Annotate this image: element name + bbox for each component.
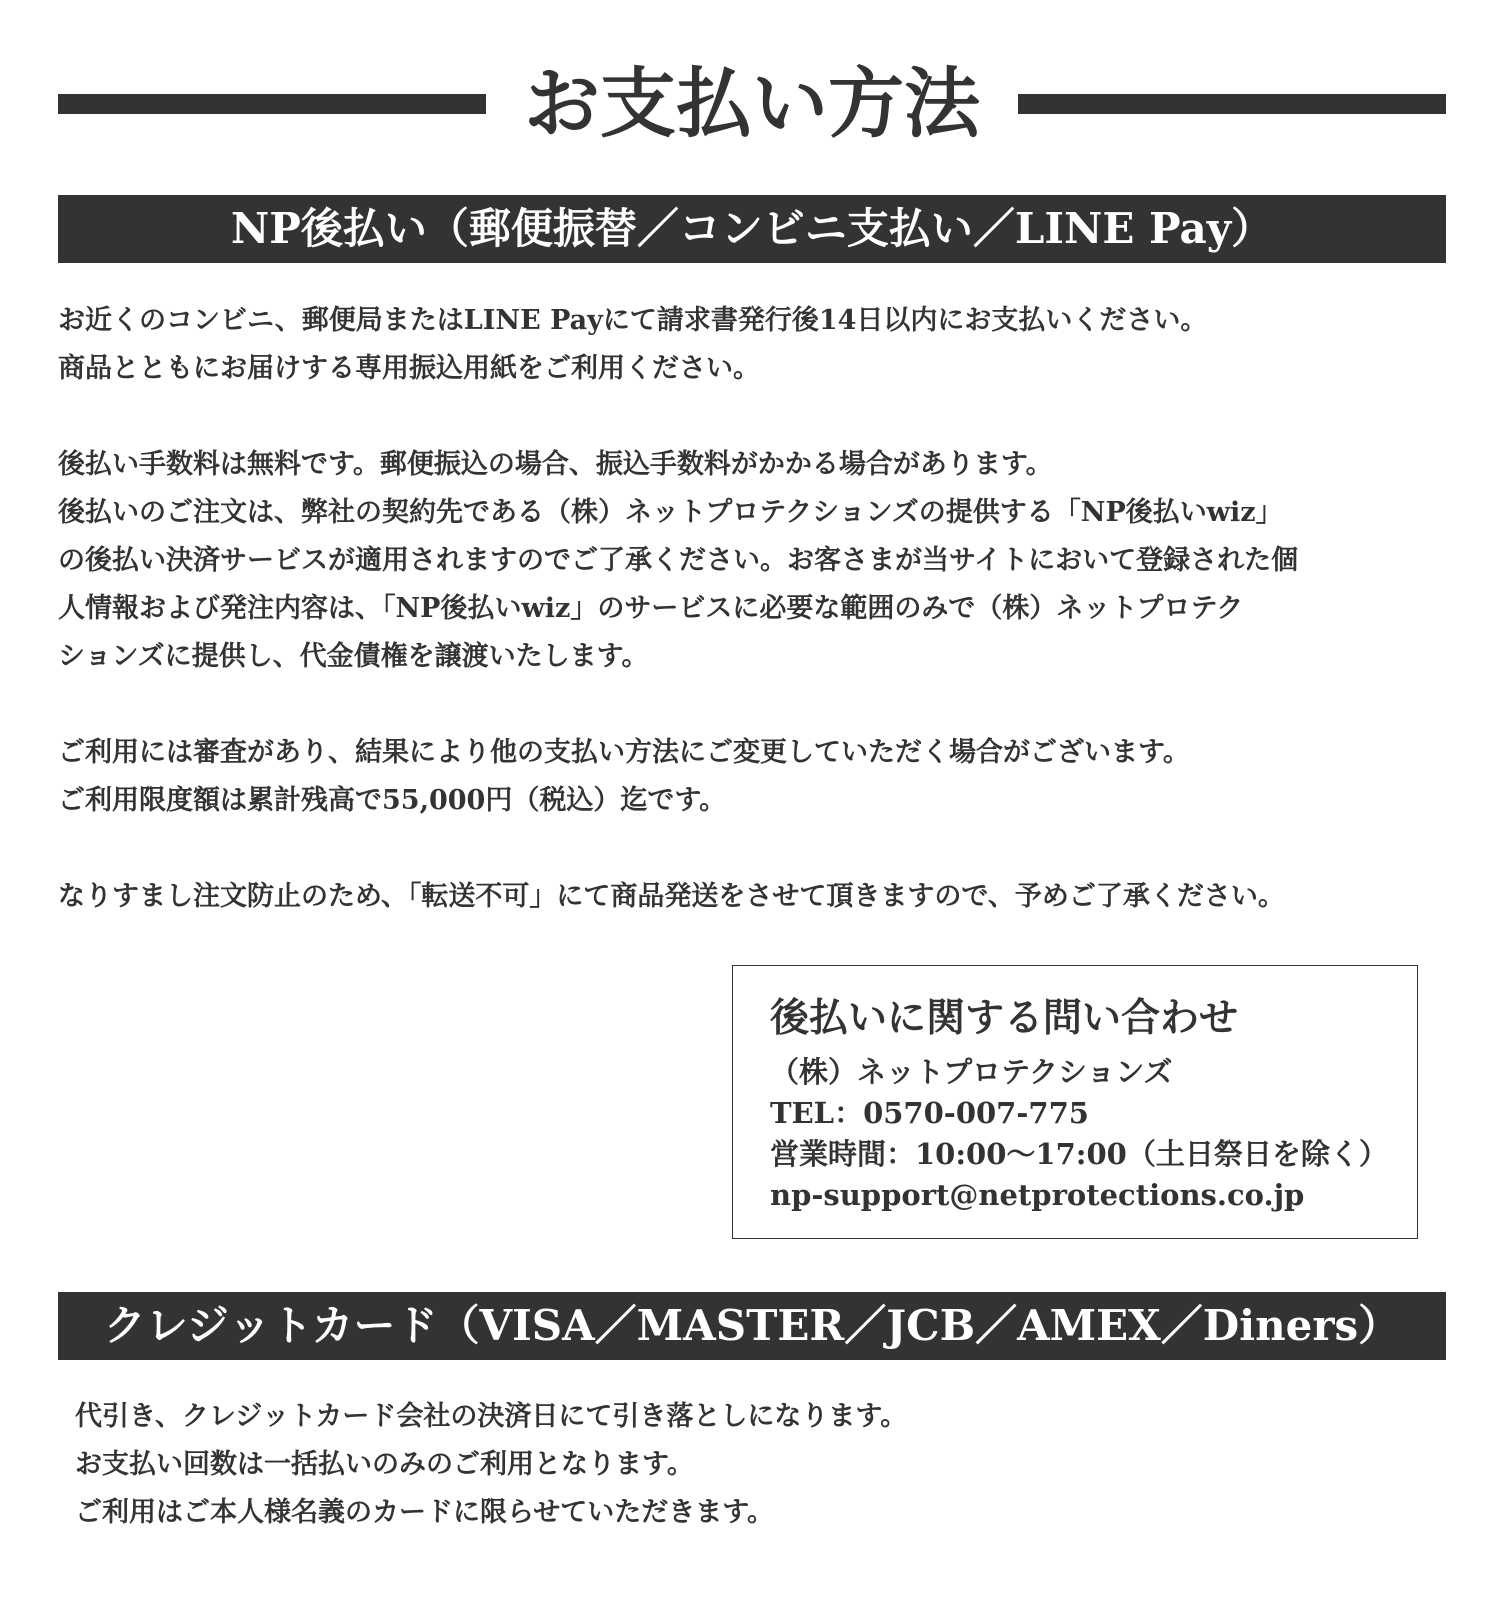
np-text-line: ションズに提供し、代金債権を譲渡いたします。 [58, 641, 649, 672]
np-text-line: 後払いのご注文は、弊社の契約先である（株）ネットプロテクションズの提供する「NP後払いwiz」 [58, 497, 1283, 528]
contact-hours: 営業時間：10:00〜17:00（土日祭日を除く） [770, 1137, 1388, 1171]
credit-text-line: 代引き、クレジットカード会社の決済日にて引き落としになります。 [75, 1401, 908, 1432]
credit-text-line: お支払い回数は一括払いのみのご利用となります。 [75, 1449, 694, 1480]
np-text-line: 後払い手数料は無料です。郵便振込の場合、振込手数料がかかる場合があります。 [58, 449, 1053, 480]
credit-section-header: クレジットカード（VISA／MASTER／JCB／AMEX／Diners） [58, 1292, 1446, 1360]
title-left-rule [58, 94, 486, 114]
np-text-line: ご利用限度額は累計残高で55,000円（税込）迄です。 [58, 785, 727, 816]
contact-company: （株）ネットプロテクションズ [770, 1055, 1173, 1089]
contact-title: 後払いに関する問い合わせ [770, 995, 1239, 1041]
np-text-line: お近くのコンビニ、郵便局またはLINE Payにて請求書発行後14日以内にお支払いください。 [58, 305, 1208, 336]
credit-text-line: ご利用はご本人様名義のカードに限らせていただきます。 [75, 1497, 775, 1528]
np-text-line: なりすまし注文防止のため、「転送不可」にて商品発送をさせて頂きますので、予めご了承ください。 [58, 881, 1285, 912]
page-title: お支払い方法 [524, 59, 980, 148]
np-text-line: の後払い決済サービスが適用されますのでご了承ください。お客さまが当サイトにおいて登録された個 [58, 545, 1299, 576]
np-text-line: ご利用には審査があり、結果により他の支払い方法にご変更していただく場合がございます。 [58, 737, 1190, 768]
title-right-rule [1018, 94, 1446, 114]
np-text-line: 商品とともにお届けする専用振込用紙をご利用ください。 [58, 353, 760, 384]
page-title-row [58, 58, 1446, 150]
np-text-line: 人情報および発注内容は、「NP後払いwiz」のサービスに必要な範囲のみで（株）ネットプロテク [58, 593, 1244, 624]
contact-email: np-support@netprotections.co.jp [770, 1178, 1305, 1212]
np-section-header: NP後払い（郵便振替／コンビニ支払い／LINE Pay） [58, 195, 1446, 263]
np-contact-box [732, 965, 1418, 1239]
contact-tel: TEL：0570-007-775 [770, 1096, 1089, 1130]
np-section-body [58, 297, 1458, 921]
credit-section-body [75, 1393, 1475, 1537]
